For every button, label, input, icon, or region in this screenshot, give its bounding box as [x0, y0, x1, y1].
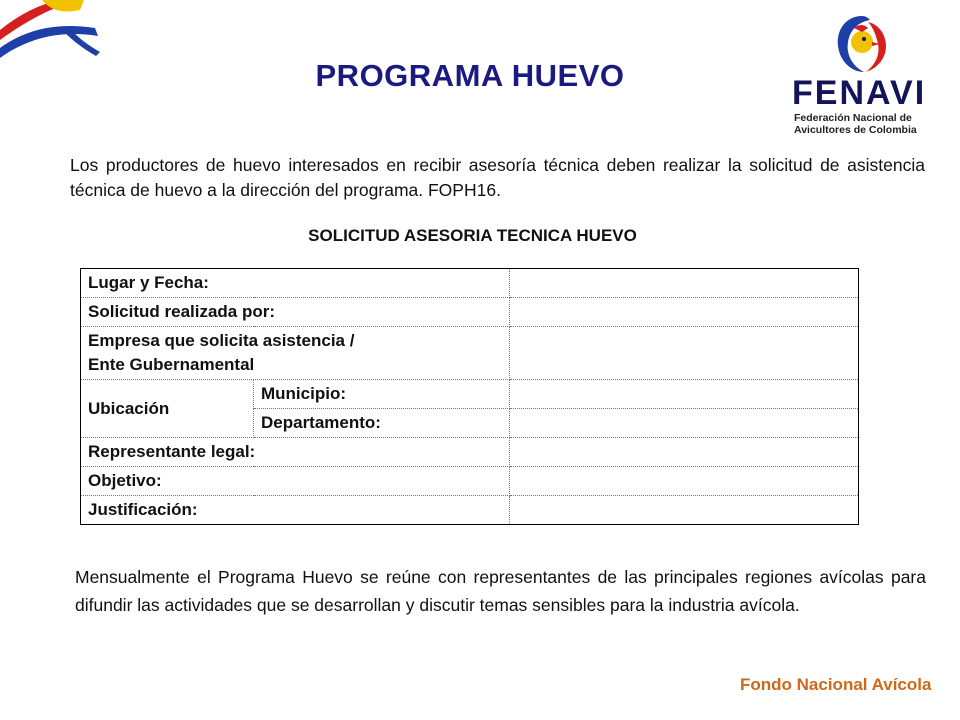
logo-subtitle — [794, 112, 917, 136]
label-solicitud-por: Solicitud realizada por: — [81, 298, 510, 327]
label-ubicacion: Ubicación — [81, 380, 254, 438]
intro-paragraph: Los productores de huevo interesados en recibir asesoría técnica deben realizar la solicitud de asistencia técnica de huevo a la dirección del programa. FOPH16. — [70, 155, 925, 200]
table-row — [81, 380, 859, 409]
label-empresa-line1: Empresa que solicita asistencia / — [88, 331, 355, 350]
logo-subtitle-line2: Avicultores de Colombia — [794, 124, 917, 136]
table-row — [81, 467, 859, 496]
field-representante[interactable] — [510, 438, 859, 467]
table-row — [81, 438, 859, 467]
table-row — [81, 327, 859, 380]
field-solicitud-por[interactable] — [510, 298, 859, 327]
page-title: PROGRAMA HUEVO — [315, 58, 625, 93]
field-municipio[interactable] — [510, 380, 859, 409]
hen-logo-icon — [832, 12, 892, 76]
label-empresa — [81, 327, 510, 380]
label-objetivo: Objetivo: — [81, 467, 510, 496]
logo-wordmark: FENAVI — [792, 74, 927, 112]
table-row — [81, 298, 859, 327]
label-municipio: Municipio: — [254, 380, 510, 409]
logo-subtitle-line1: Federación Nacional de — [794, 112, 912, 124]
label-representante: Representante legal: — [81, 438, 510, 467]
field-departamento[interactable] — [510, 409, 859, 438]
field-objetivo[interactable] — [510, 467, 859, 496]
field-empresa[interactable] — [510, 327, 859, 380]
field-lugar-fecha[interactable] — [510, 269, 859, 298]
label-justificacion: Justificación: — [81, 496, 510, 525]
fenavi-logo — [790, 12, 940, 137]
table-row — [81, 269, 859, 298]
table-row — [81, 496, 859, 525]
label-lugar-fecha: Lugar y Fecha: — [81, 269, 510, 298]
label-departamento: Departamento: — [254, 409, 510, 438]
label-empresa-line2: Ente Gubernamental — [88, 355, 255, 374]
solicitud-form-table — [80, 268, 859, 525]
field-justificacion[interactable] — [510, 496, 859, 525]
footer-brand: Fondo Nacional Avícola — [740, 675, 932, 694]
closing-paragraph: Mensualmente el Programa Huevo se reúne con representantes de las principales regiones avícolas para difundir las actividades que se desarrollan y discutir temas sensibles para la industria avícola. — [75, 567, 926, 615]
form-title: SOLICITUD ASESORIA TECNICA HUEVO — [308, 226, 637, 245]
